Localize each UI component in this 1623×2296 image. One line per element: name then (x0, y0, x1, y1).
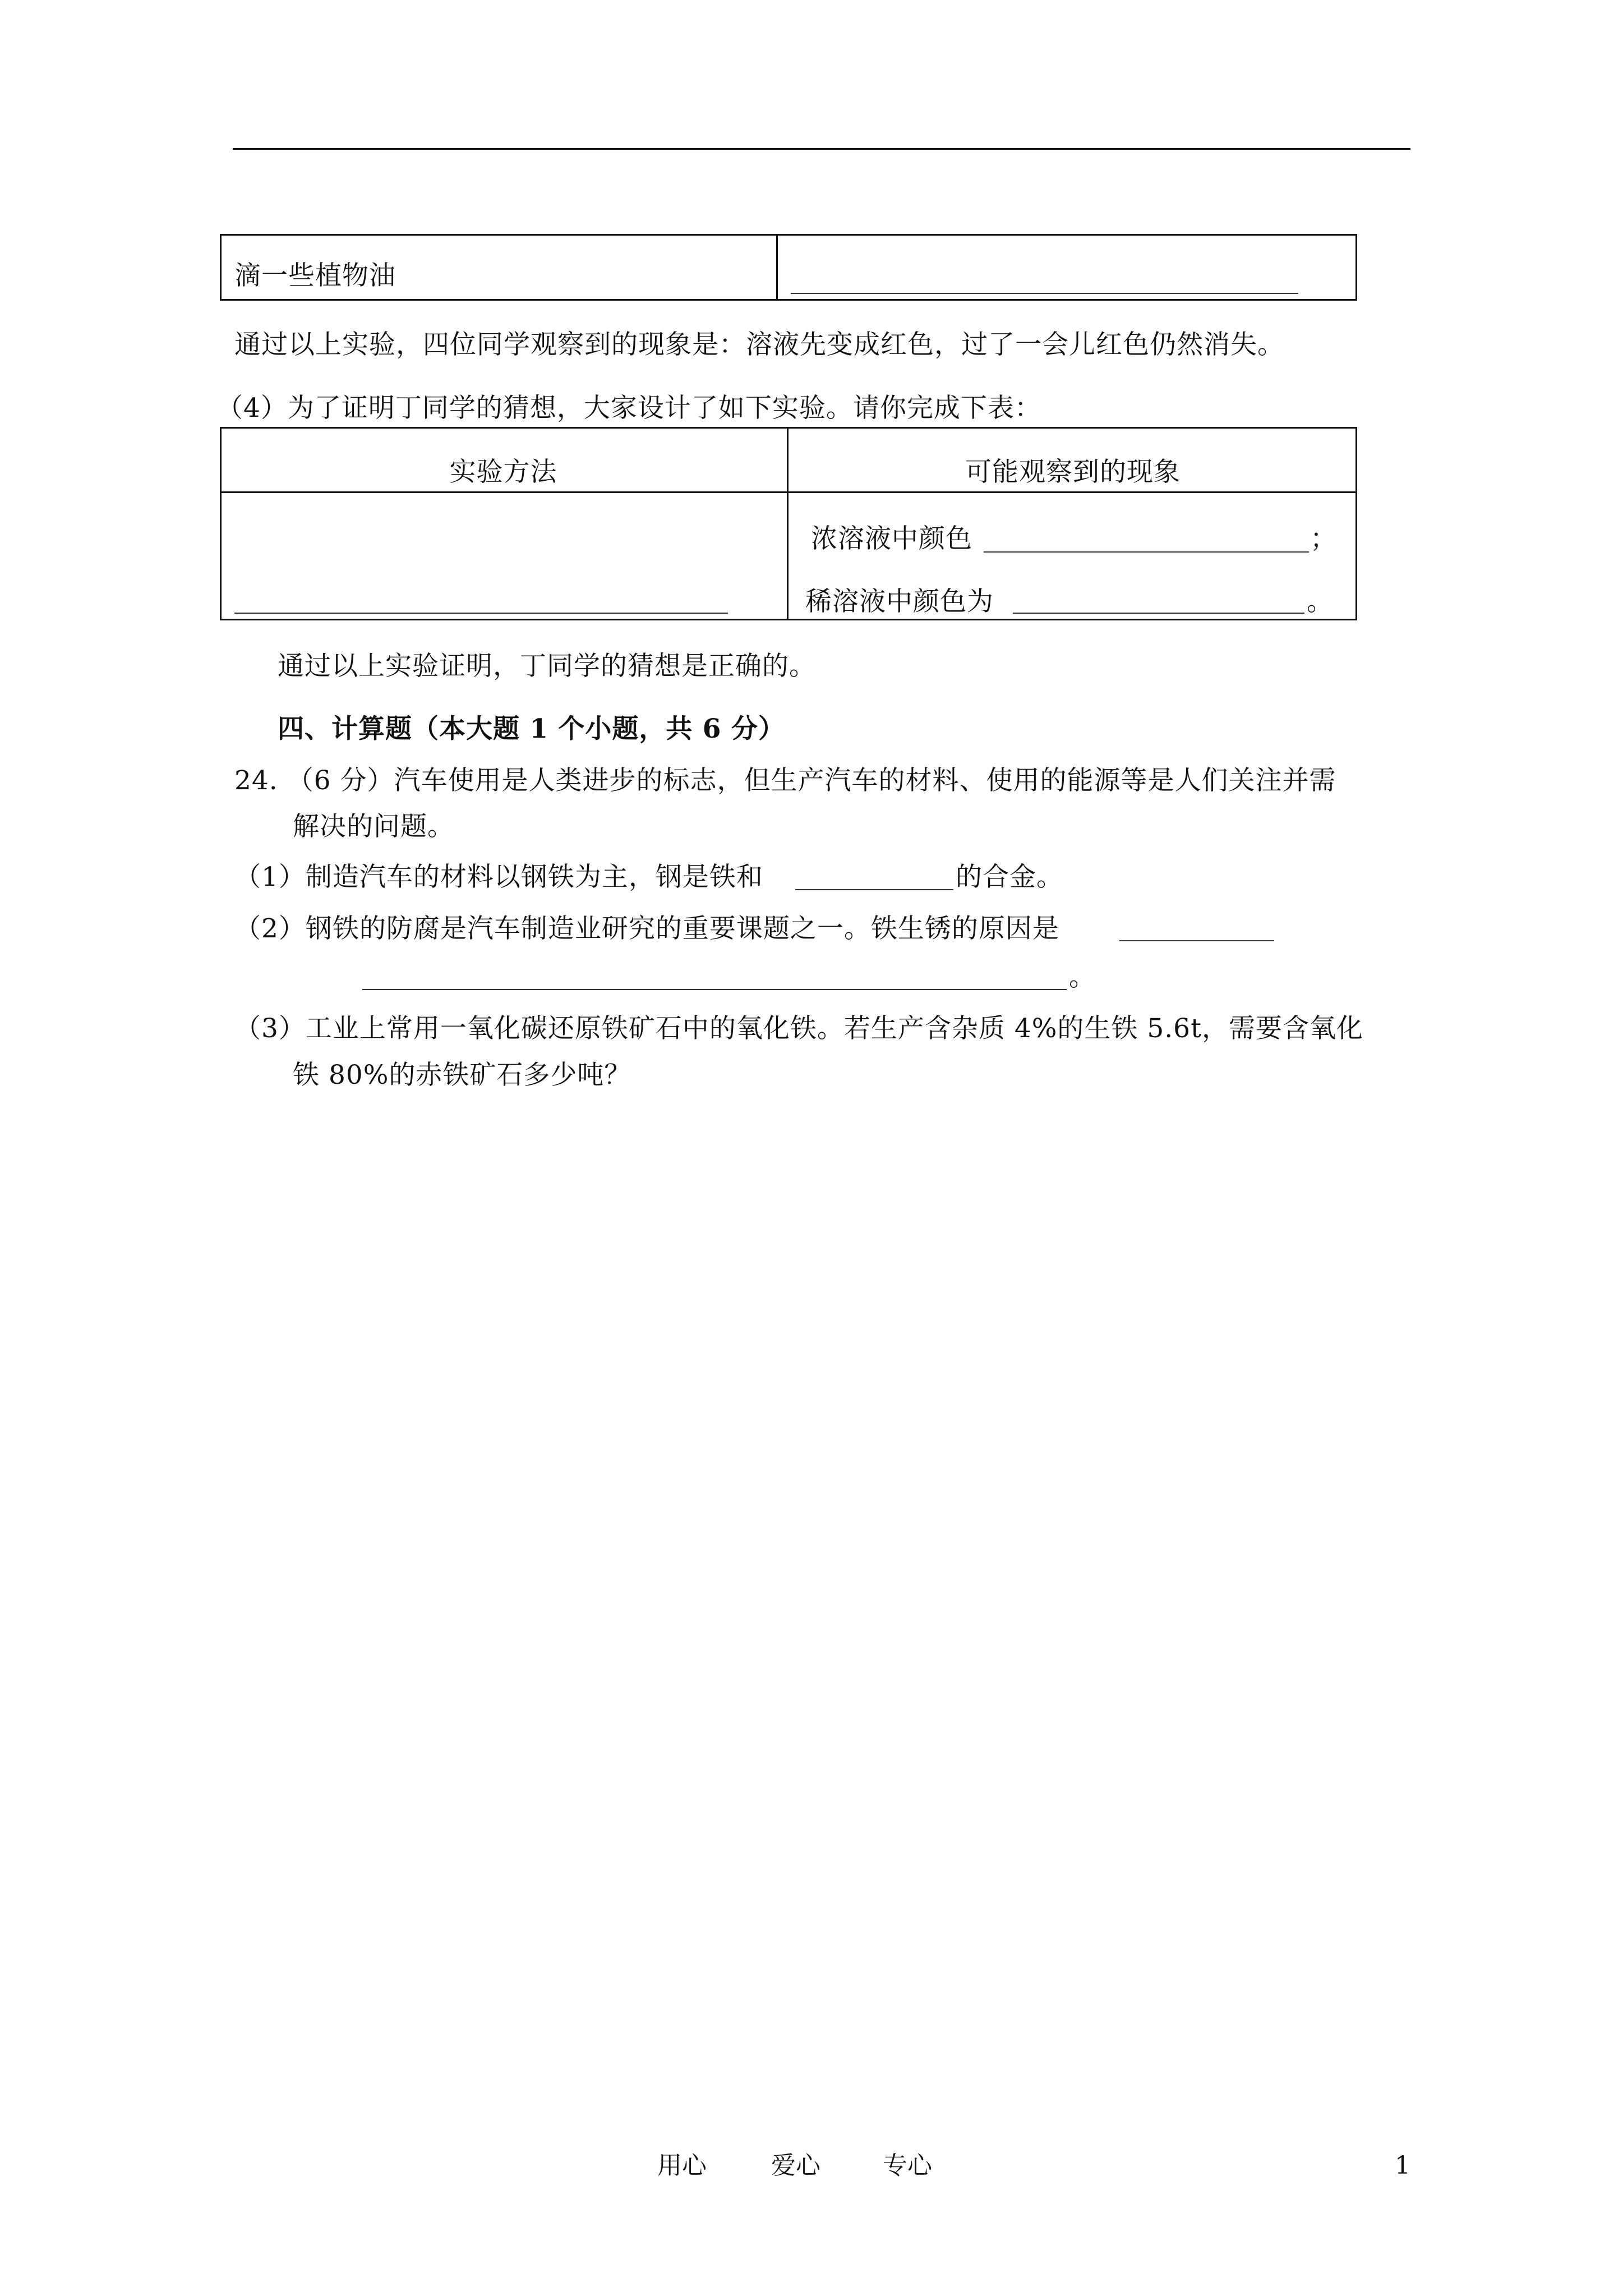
q24-part1-end: 的合金。 (956, 862, 1063, 892)
q24-part2-blank-line1[interactable] (1119, 940, 1274, 941)
conc-color-end: ； (1310, 523, 1337, 554)
col-header-method: 实验方法 (449, 457, 557, 487)
q24-part2-blank-line2[interactable] (362, 989, 1067, 990)
q24-part3-line1: （3）工业上常用一氧化碳还原铁矿石中的氧化铁。若生产含杂质 4%的生铁 5.6t，需要含氧化 (234, 1013, 1363, 1044)
q24-part2-end: 。 (1069, 961, 1096, 992)
page-number: 1 (1395, 2151, 1410, 2180)
dilute-color-end: 。 (1307, 586, 1334, 617)
table-continued-divider (776, 234, 778, 301)
conclusion-text: 通过以上实验证明，丁同学的猜想是正确的。 (278, 651, 816, 682)
q24-part1-text: （1）制造汽车的材料以钢铁为主，钢是铁和 (234, 862, 763, 892)
q4-prompt: （4）为了证明丁同学的猜想，大家设计了如下实验。请你完成下表： (216, 393, 1041, 424)
col-header-phenomenon: 可能观察到的现象 (965, 457, 1181, 487)
q24-line1: 24. （6 分）汽车使用是人类进步的标志，但生产汽车的材料、使用的能源等是人们关注并需 (234, 765, 1336, 796)
q24-line2: 解决的问题。 (293, 811, 454, 842)
footer-word-3: 专心 (883, 2151, 932, 2180)
conc-color-label: 浓溶液中颜色 (811, 523, 972, 554)
q24-part2-text: （2）钢铁的防腐是汽车制造业研究的重要课题之一。铁生锈的原因是 (234, 913, 1059, 944)
q24-part3-line2: 铁 80%的赤铁矿石多少吨？ (293, 1060, 631, 1091)
dilute-color-blank[interactable] (1013, 613, 1304, 614)
experiment-table-header-divider (220, 491, 1357, 493)
observation-text: 通过以上实验，四位同学观察到的现象是：溶液先变成红色，过了一会儿红色仍然消失。 (234, 329, 1284, 360)
method-answer-blank[interactable] (234, 613, 728, 614)
dilute-color-label: 稀溶液中颜色为 (805, 586, 994, 617)
table-row-answer-blank[interactable] (791, 293, 1298, 294)
footer-word-1: 用心 (657, 2151, 707, 2180)
footer-word-2: 爱心 (771, 2151, 820, 2180)
q24-part1-blank[interactable] (795, 889, 953, 890)
section-title: 四、计算题（本大题 1 个小题，共 6 分） (278, 714, 785, 744)
header-rule (233, 148, 1410, 150)
table-row-label: 滴一些植物油 (234, 260, 396, 291)
conc-color-blank[interactable] (984, 551, 1309, 553)
